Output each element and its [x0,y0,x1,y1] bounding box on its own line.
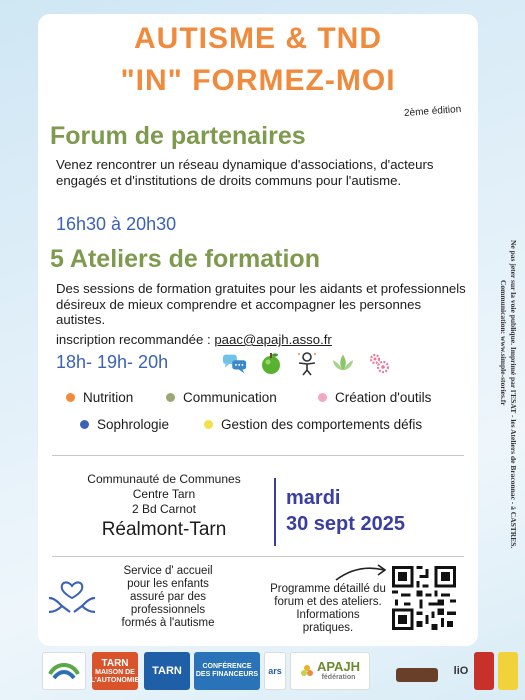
forum-hours: 16h30 à 20h30 [56,214,177,234]
edition-label: 2ème édition [403,104,462,119]
yellow-partner-logo [498,652,518,690]
section-divider [52,455,464,456]
ateliers-heading: 5 Ateliers de formation [50,245,320,273]
tarn-departement-logo: TARN [144,652,190,690]
ars-logo: ars [264,652,286,690]
speech-bubbles-icon [222,350,248,376]
ateliers-hours: 18h- 19h- 20h [56,352,169,372]
qr-code[interactable] [392,566,456,630]
print-credit-line: Ne pas jeter sur la voie publique. Imprimé par l'ESAT - les Ateliers de Braconnac - à CASTRES. [509,240,518,549]
print-credits [490,240,522,680]
inscription-label: inscription recommandée : [56,332,215,347]
main-subtitle: "IN" FORMEZ-MOI [120,64,396,97]
lotus-icon [330,350,356,376]
main-title: AUTISME & TND [134,22,382,55]
communication-credit-line: Communication: www.simple-stories.fr [499,280,508,406]
venue-line3: 2 Bd Carnot [131,502,197,516]
fedeesat-logo [396,668,438,682]
venue-city: Réalmont-Tarn [101,519,227,540]
apajh-logo: APAJH fédération [290,652,370,690]
forum-description: Venez rencontrer un réseau dynamique d'associations, d'acteurs engagés et d'institutions de droits communs pour l'autisme. [56,157,434,188]
apajh-flower-icon [300,664,314,678]
legend-item-creation-outils: Création d'outils [318,390,431,405]
section-divider-bottom [52,556,464,557]
legend-item-sophrologie: Sophrologie [80,417,169,432]
communication-dot [166,393,175,402]
conference-financeurs-logo: CONFÉRENCE DES FINANCEURS [194,652,260,690]
hands-heart-icon [46,578,98,623]
ateliers-description: Des sessions de formation gratuites pour les aidants et professionnels désireux de mieux comprendre et accompagner les personnes autistes. [56,281,466,327]
legend-item-communication: Communication [166,390,277,405]
inscription-line [56,332,332,347]
lio-logo: liO [453,665,469,677]
event-date: 30 sept 2025 [286,513,405,535]
accueil-text: Service d' accueil pour les enfants assuré par des professionnels formés à l'autisme [121,565,215,629]
gears-icon [366,350,392,376]
apple-icon [258,350,284,376]
date-divider [274,478,276,546]
event-day: mardi [286,487,341,509]
communaute-logo [42,652,86,690]
activity-icons [222,350,392,376]
nutrition-dot [66,393,75,402]
sophrologie-dot [80,420,89,429]
venue-line2: Centre Tarn [132,487,196,501]
gestion-dot [204,420,213,429]
partner-logos [38,652,525,692]
legend-item-nutrition: Nutrition [66,390,133,405]
forum-heading: Forum de partenaires [50,122,306,150]
programme-text: Programme détaillé du forum et des ateliers. Informations pratiques. [270,583,386,634]
legend-item-gestion: Gestion des comportements défis [204,417,422,432]
person-icon [294,350,320,376]
venue-line1: Communauté de Communes [87,472,241,486]
inscription-email-link[interactable]: paac@apajh.asso.fr [214,332,332,347]
tarn-maison-autonomie-logo: TARN MAISON DE L'AUTONOMIE [92,652,138,690]
red-partner-logo [474,652,494,690]
creation-dot [318,393,327,402]
